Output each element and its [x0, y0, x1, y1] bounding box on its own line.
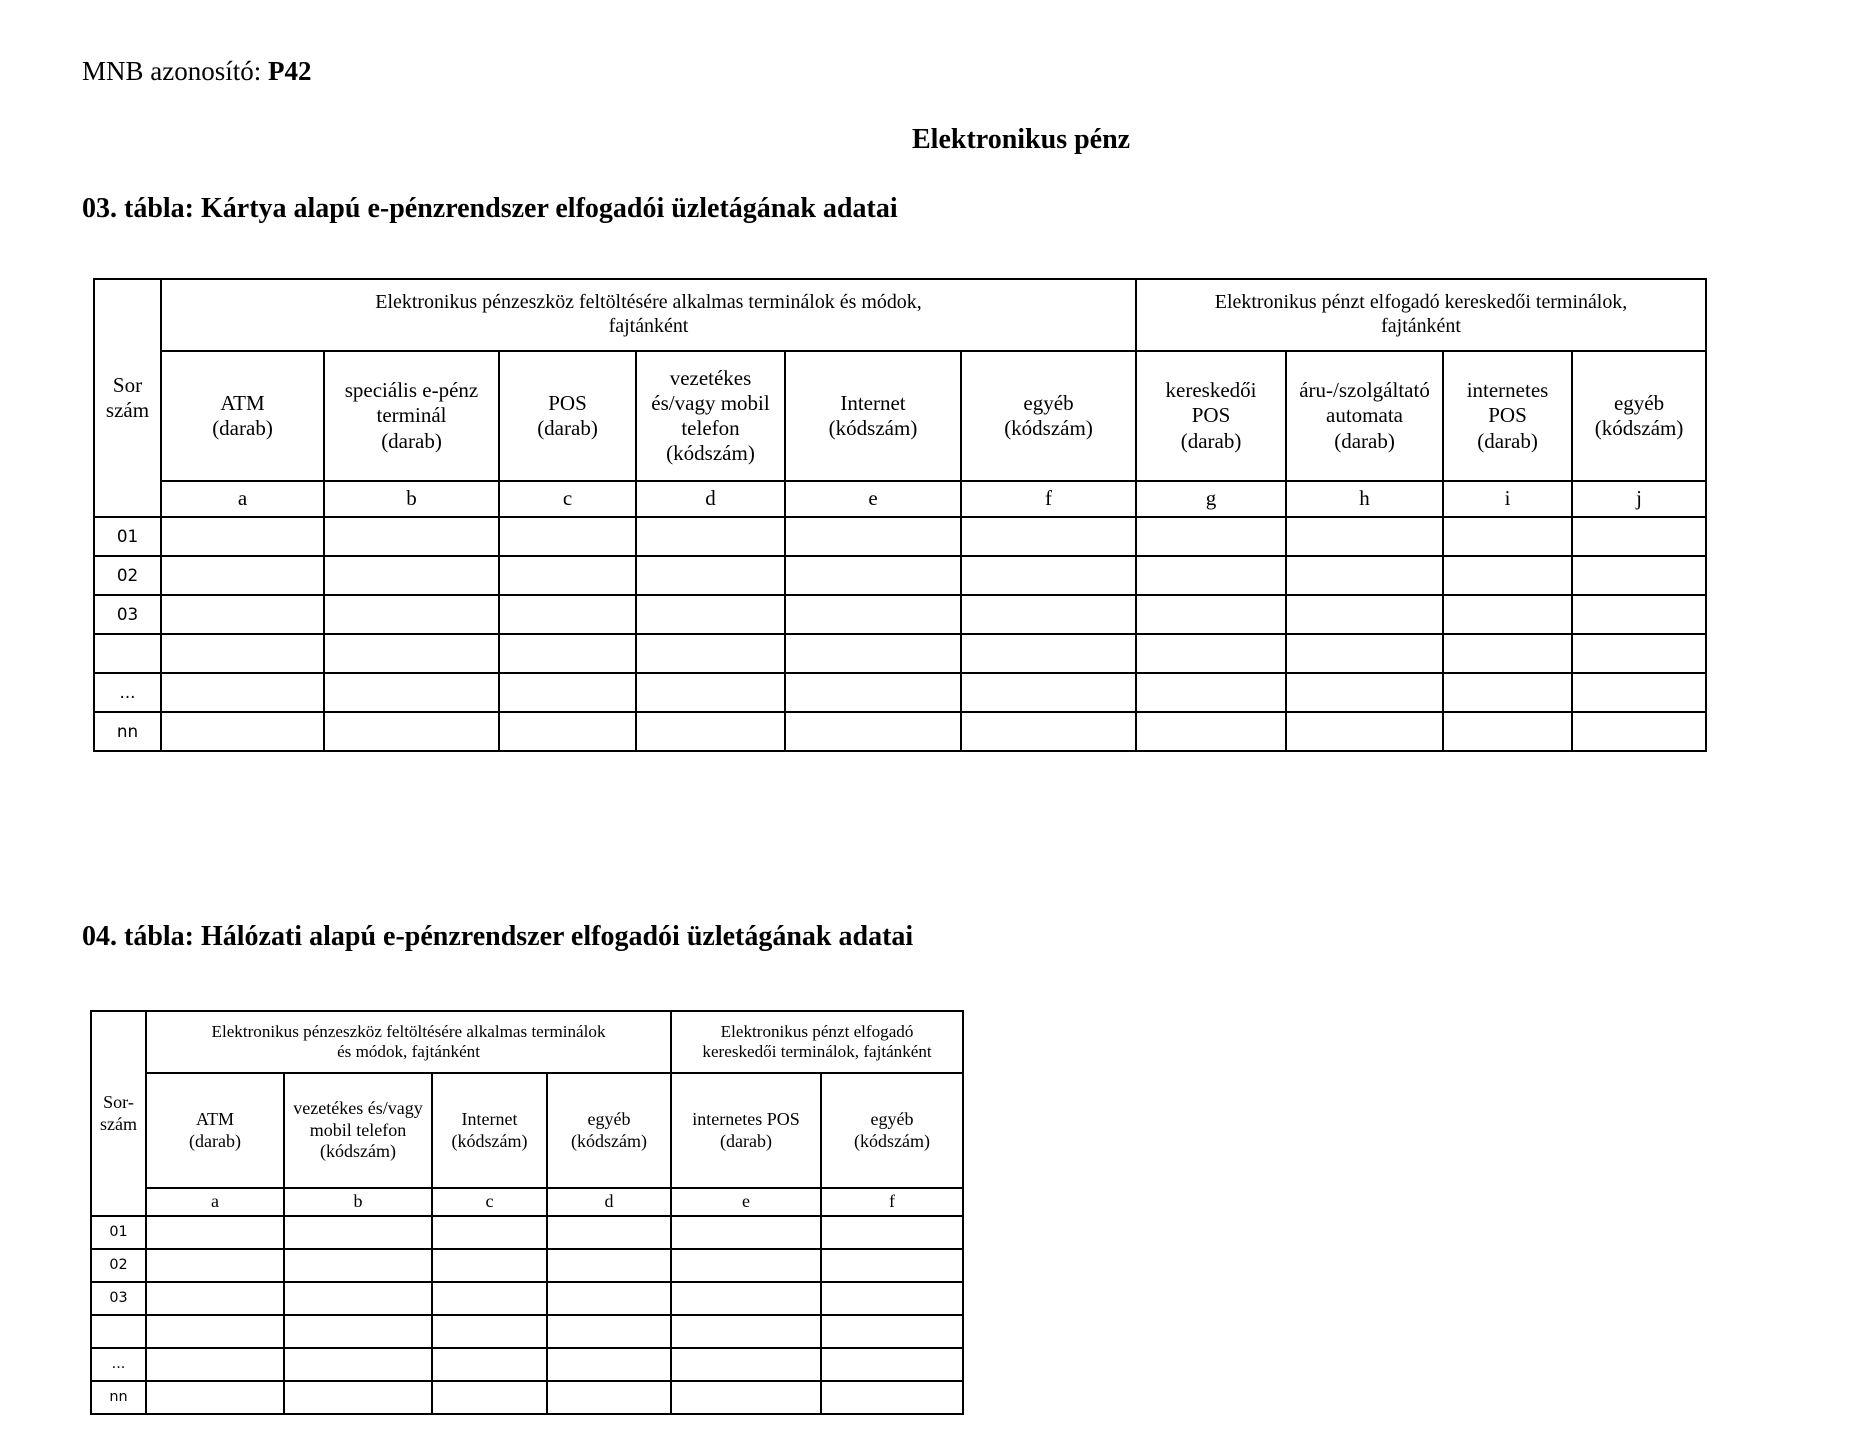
- column-header-line: internetes POS: [692, 1108, 800, 1129]
- data-cell[interactable]: [785, 595, 961, 634]
- data-cell[interactable]: [432, 1216, 547, 1249]
- data-cell[interactable]: [821, 1216, 963, 1249]
- data-cell[interactable]: [432, 1315, 547, 1348]
- data-cell[interactable]: [821, 1348, 963, 1381]
- group-header-line: Elektronikus pénzt elfogadó: [720, 1021, 914, 1041]
- column-header-line: kereskedői: [1165, 378, 1257, 403]
- column-letter-row: [91, 1188, 963, 1216]
- column-header: [146, 1073, 284, 1188]
- data-cell[interactable]: [636, 712, 785, 751]
- row-number: 02: [91, 1249, 146, 1282]
- column-header: [161, 351, 324, 481]
- data-cell[interactable]: [961, 556, 1136, 595]
- data-cell[interactable]: [1286, 517, 1443, 556]
- group-header-line: Elektronikus pénzt elfogadó kereskedői terminálok,: [1214, 291, 1628, 314]
- column-header: [1443, 351, 1572, 481]
- column-header-line: (darab): [212, 416, 273, 440]
- column-header-line: (darab): [1180, 428, 1242, 453]
- column-header-line: telefon: [681, 416, 740, 440]
- column-header-line: (kódszám): [451, 1130, 528, 1151]
- row-number-header: [94, 279, 161, 517]
- data-cell[interactable]: [1443, 673, 1572, 712]
- data-cell[interactable]: [499, 634, 636, 673]
- column-header-line: áru-/szolgáltató: [1299, 378, 1430, 403]
- column-header: [671, 1073, 821, 1188]
- row-number: [91, 1315, 146, 1348]
- row-number: 03: [94, 595, 161, 634]
- column-letter-row: [94, 481, 1706, 517]
- data-cell[interactable]: [671, 1249, 821, 1282]
- data-cell[interactable]: [284, 1216, 432, 1249]
- column-header-line: (kódszám): [854, 1130, 931, 1151]
- data-cell[interactable]: [146, 1282, 284, 1315]
- data-cell[interactable]: [785, 712, 961, 751]
- column-header-line: POS: [548, 390, 587, 415]
- column-letter: d: [636, 481, 785, 517]
- table3-title: 03. tábla: Kártya alapú e-pénzrendszer elfogadói üzletágának adatai: [82, 193, 898, 224]
- table-row: [91, 1282, 963, 1315]
- data-cell[interactable]: [324, 517, 499, 556]
- column-header-line: egyéb: [587, 1108, 631, 1129]
- column-letter: c: [432, 1188, 547, 1216]
- table-row: [91, 1249, 963, 1282]
- merchant-terminals-group-header: [671, 1011, 963, 1073]
- column-letter: b: [284, 1188, 432, 1216]
- data-cell[interactable]: [961, 712, 1136, 751]
- data-cell[interactable]: [146, 1249, 284, 1282]
- data-cell[interactable]: [1136, 673, 1286, 712]
- topup-terminals-group-header: [146, 1011, 671, 1073]
- row-number: 01: [94, 517, 161, 556]
- data-cell[interactable]: [161, 556, 324, 595]
- column-header-row: [91, 1073, 963, 1188]
- data-cell[interactable]: [284, 1315, 432, 1348]
- column-header: [1286, 351, 1443, 481]
- column-header-row: [94, 351, 1706, 481]
- row-number-header-line: Sor-: [103, 1091, 134, 1112]
- column-header: [432, 1073, 547, 1188]
- data-cell[interactable]: [1443, 556, 1572, 595]
- data-cell[interactable]: [547, 1348, 671, 1381]
- data-cell[interactable]: [785, 673, 961, 712]
- mnb-identifier: [82, 56, 312, 87]
- group-header-line: kereskedői terminálok, fajtánként: [702, 1042, 932, 1061]
- column-header-line: (darab): [189, 1130, 241, 1151]
- data-cell[interactable]: [1443, 634, 1572, 673]
- data-cell[interactable]: [161, 712, 324, 751]
- column-header-line: ATM: [220, 390, 265, 415]
- table3: [93, 278, 1707, 752]
- row-number: 02: [94, 556, 161, 595]
- data-cell[interactable]: [1136, 712, 1286, 751]
- column-letter: b: [324, 481, 499, 517]
- data-cell[interactable]: [146, 1216, 284, 1249]
- data-cell[interactable]: [1443, 595, 1572, 634]
- column-header-line: (kódszám): [571, 1130, 647, 1151]
- column-header-line: POS: [1191, 403, 1231, 428]
- column-letter: i: [1443, 481, 1572, 517]
- row-number: nn: [91, 1381, 146, 1414]
- table-row: [94, 556, 1706, 595]
- data-cell[interactable]: [161, 517, 324, 556]
- column-header-line: egyéb: [870, 1108, 914, 1129]
- data-cell[interactable]: [324, 595, 499, 634]
- column-letter: a: [161, 481, 324, 517]
- data-cell[interactable]: [161, 673, 324, 712]
- row-number: ...: [94, 673, 161, 712]
- group-header-line: és módok, fajtánként: [337, 1042, 480, 1061]
- column-letter: j: [1572, 481, 1706, 517]
- column-header-line: terminál: [376, 403, 447, 428]
- mnb-label: MNB azonosító:: [82, 56, 262, 86]
- data-cell[interactable]: [1286, 673, 1443, 712]
- column-header-line: ATM: [195, 1108, 234, 1129]
- column-header-line: internetes: [1466, 378, 1549, 403]
- column-header: [821, 1073, 963, 1188]
- column-header-line: Internet: [461, 1108, 518, 1129]
- group-header-line: Elektronikus pénzeszköz feltöltésére alkalmas terminálok: [211, 1021, 606, 1041]
- data-cell[interactable]: [1443, 712, 1572, 751]
- data-cell[interactable]: [499, 556, 636, 595]
- column-header-line: (darab): [720, 1130, 773, 1151]
- data-cell[interactable]: [324, 712, 499, 751]
- table-row: [94, 517, 1706, 556]
- column-header: [499, 351, 636, 481]
- data-cell[interactable]: [284, 1348, 432, 1381]
- data-cell[interactable]: [161, 634, 324, 673]
- table-row: [91, 1315, 963, 1348]
- group-header-line: fajtánként: [608, 315, 689, 337]
- data-cell[interactable]: [1443, 517, 1572, 556]
- column-header-line: (darab): [381, 428, 442, 453]
- data-cell[interactable]: [146, 1381, 284, 1414]
- data-cell[interactable]: [499, 673, 636, 712]
- data-cell[interactable]: [1136, 595, 1286, 634]
- data-cell[interactable]: [636, 595, 785, 634]
- data-cell[interactable]: [324, 673, 499, 712]
- data-cell[interactable]: [1572, 595, 1706, 634]
- data-cell[interactable]: [961, 673, 1136, 712]
- column-header-line: (kódszám): [1594, 416, 1684, 440]
- column-letter: h: [1286, 481, 1443, 517]
- data-cell[interactable]: [284, 1381, 432, 1414]
- data-cell[interactable]: [161, 595, 324, 634]
- data-cell[interactable]: [1286, 556, 1443, 595]
- group-header-line: fajtánként: [1381, 315, 1461, 337]
- data-cell[interactable]: [1572, 634, 1706, 673]
- table-row: [94, 673, 1706, 712]
- column-header: [1136, 351, 1286, 481]
- data-cell[interactable]: [1286, 595, 1443, 634]
- column-letter: c: [499, 481, 636, 517]
- merchant-terminals-group-header: [1136, 279, 1706, 351]
- column-header-line: vezetékes: [669, 365, 752, 390]
- topup-terminals-group-header: [161, 279, 1136, 351]
- column-letter: f: [821, 1188, 963, 1216]
- data-cell[interactable]: [432, 1348, 547, 1381]
- column-letter: f: [961, 481, 1136, 517]
- data-cell[interactable]: [636, 517, 785, 556]
- data-cell[interactable]: [499, 517, 636, 556]
- column-header: [636, 351, 785, 481]
- data-cell[interactable]: [785, 517, 961, 556]
- column-header: [785, 351, 961, 481]
- column-header-line: Internet: [840, 390, 906, 415]
- data-cell[interactable]: [1572, 673, 1706, 712]
- data-cell[interactable]: [671, 1216, 821, 1249]
- data-cell[interactable]: [547, 1249, 671, 1282]
- data-cell[interactable]: [671, 1315, 821, 1348]
- column-header-line: mobil telefon: [309, 1119, 407, 1140]
- column-header: [284, 1073, 432, 1188]
- data-cell[interactable]: [636, 634, 785, 673]
- data-cell[interactable]: [324, 634, 499, 673]
- data-cell[interactable]: [324, 556, 499, 595]
- group-header-line: Elektronikus pénzeszköz feltöltésére alkalmas terminálok és módok,: [375, 291, 922, 314]
- column-header: [1572, 351, 1706, 481]
- column-header-line: speciális e-pénz: [344, 378, 479, 403]
- column-header-line: egyéb: [1613, 390, 1665, 415]
- data-cell[interactable]: [821, 1381, 963, 1414]
- data-cell[interactable]: [1136, 517, 1286, 556]
- data-cell[interactable]: [1286, 712, 1443, 751]
- data-cell[interactable]: [636, 673, 785, 712]
- row-number: 03: [91, 1282, 146, 1315]
- data-cell[interactable]: [146, 1348, 284, 1381]
- data-cell[interactable]: [547, 1282, 671, 1315]
- row-number: [94, 634, 161, 673]
- table-row: [91, 1348, 963, 1381]
- table4-title: 04. tábla: Hálózati alapú e-pénzrendszer elfogadói üzletágának adatai: [82, 921, 914, 952]
- data-cell[interactable]: [821, 1282, 963, 1315]
- column-header-line: (darab): [537, 416, 598, 440]
- column-header-line: (kódszám): [320, 1141, 396, 1162]
- column-header-line: automata: [1326, 403, 1403, 428]
- data-cell[interactable]: [1572, 712, 1706, 751]
- data-cell[interactable]: [636, 556, 785, 595]
- column-header-line: (darab): [1477, 428, 1538, 453]
- data-cell[interactable]: [1136, 556, 1286, 595]
- page-title: Elektronikus pénz: [912, 124, 1131, 155]
- data-cell[interactable]: [432, 1249, 547, 1282]
- data-cell[interactable]: [284, 1282, 432, 1315]
- column-letter: d: [547, 1188, 671, 1216]
- column-header-line: (kódszám): [666, 441, 755, 466]
- data-cell[interactable]: [1136, 634, 1286, 673]
- data-cell[interactable]: [785, 634, 961, 673]
- table4: [90, 1010, 964, 1415]
- row-number-header-line: szám: [105, 398, 150, 422]
- data-cell[interactable]: [1572, 517, 1706, 556]
- data-cell[interactable]: [499, 595, 636, 634]
- column-header-line: vezetékes és/vagy: [293, 1098, 423, 1119]
- data-cell[interactable]: [961, 595, 1136, 634]
- data-cell[interactable]: [146, 1315, 284, 1348]
- column-header: [324, 351, 499, 481]
- data-cell[interactable]: [547, 1216, 671, 1249]
- mnb-code: P42: [268, 56, 312, 86]
- column-letter: g: [1136, 481, 1286, 517]
- data-cell[interactable]: [432, 1282, 547, 1315]
- data-cell[interactable]: [547, 1381, 671, 1414]
- data-cell[interactable]: [961, 517, 1136, 556]
- column-letter: e: [785, 481, 961, 517]
- row-number-header: [91, 1011, 146, 1216]
- data-cell[interactable]: [961, 634, 1136, 673]
- data-cell[interactable]: [821, 1315, 963, 1348]
- column-header-line: és/vagy mobil: [651, 390, 770, 415]
- data-cell[interactable]: [1572, 556, 1706, 595]
- row-number-header-line: szám: [100, 1113, 137, 1134]
- data-cell[interactable]: [785, 556, 961, 595]
- data-cell[interactable]: [547, 1315, 671, 1348]
- table-row: [94, 595, 1706, 634]
- data-cell[interactable]: [671, 1348, 821, 1381]
- column-header: [547, 1073, 671, 1188]
- data-cell[interactable]: [671, 1282, 821, 1315]
- column-header-line: POS: [1488, 403, 1527, 428]
- row-number: ...: [91, 1348, 146, 1381]
- column-header-line: egyéb: [1023, 390, 1074, 415]
- data-cell[interactable]: [499, 712, 636, 751]
- data-cell[interactable]: [671, 1381, 821, 1414]
- table-row: [91, 1381, 963, 1414]
- data-cell[interactable]: [1286, 634, 1443, 673]
- table-row: [94, 634, 1706, 673]
- row-number: nn: [94, 712, 161, 751]
- row-number: 01: [91, 1216, 146, 1249]
- column-letter: e: [671, 1188, 821, 1216]
- table-row: [91, 1216, 963, 1249]
- column-letter: a: [146, 1188, 284, 1216]
- column-header-line: (darab): [1334, 428, 1395, 453]
- data-cell[interactable]: [432, 1381, 547, 1414]
- column-header-line: (kódszám): [828, 416, 918, 440]
- table-row: [94, 712, 1706, 751]
- column-header-line: (kódszám): [1004, 416, 1093, 440]
- data-cell[interactable]: [284, 1249, 432, 1282]
- row-number-header-line: Sor: [112, 372, 143, 397]
- data-cell[interactable]: [821, 1249, 963, 1282]
- column-header: [961, 351, 1136, 481]
